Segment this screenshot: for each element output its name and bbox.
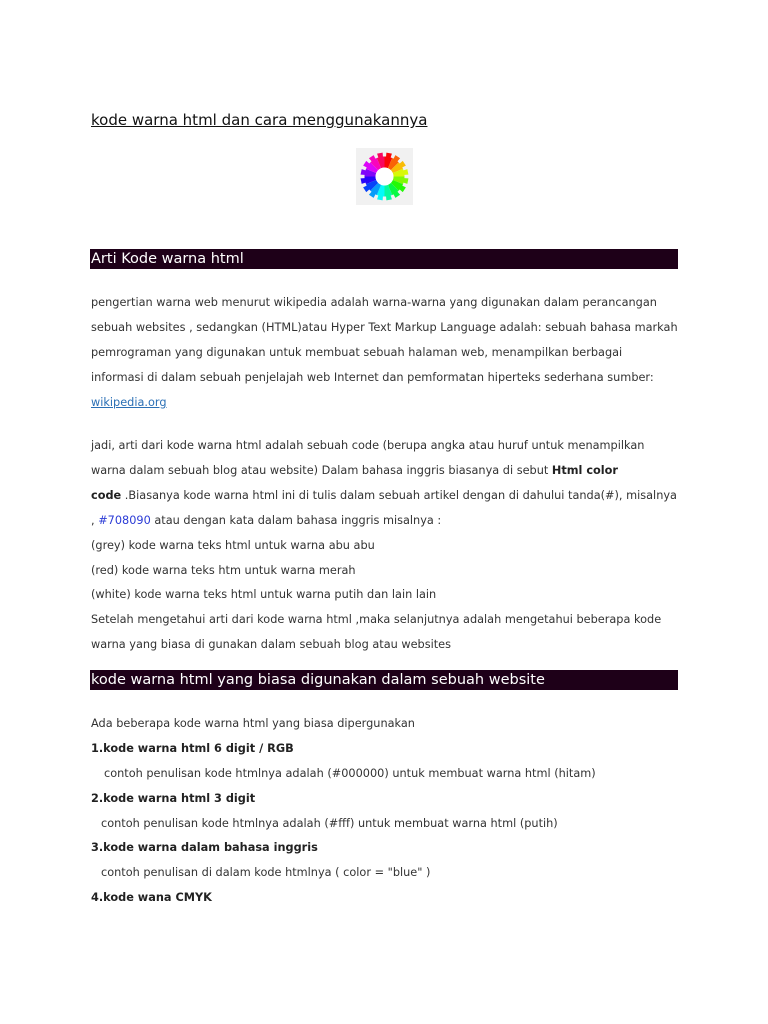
list-item-detail: contoh penulisan di dalam kode htmlnya ( color = "blue" ) <box>101 866 431 879</box>
paragraph-line: pengertian warna web menurut wikipedia adalah warna-warna yang digunakan dalam perancangan <box>91 296 657 309</box>
list-item-detail: contoh penulisan kode htmlnya adalah (#fff) untuk membuat warna html (putih) <box>101 817 558 830</box>
color-code-example: #708090 <box>98 514 151 527</box>
text-span: , <box>91 514 99 527</box>
text-span: warna dalam sebuah blog atau website) Dalam bahasa inggris biasanya di sebut <box>91 464 552 477</box>
item-title: 3.kode warna dalam bahasa inggris <box>91 841 318 854</box>
item-title: 1.kode warna html 6 digit / RGB <box>91 742 294 755</box>
paragraph-line: pemrograman yang digunakan untuk membuat sebuah halaman web, menampilkan berbagai <box>91 346 623 359</box>
list-item-title <box>91 742 294 756</box>
item-title: 2.kode warna html 3 digit <box>91 792 256 805</box>
paragraph-line: informasi di dalam sebuah penjelajah web Internet dan pemformatan hiperteks sederhana sumber: <box>91 371 654 384</box>
page-title: kode warna html dan cara menggunakannya <box>91 111 428 129</box>
item-title: 4.kode wana CMYK <box>91 891 212 904</box>
intro-line: Ada beberapa kode warna html yang biasa dipergunakan <box>91 717 415 730</box>
section-heading-arti: Arti Kode warna html <box>90 249 678 269</box>
paragraph-line <box>91 464 618 478</box>
list-item-title <box>91 841 318 855</box>
paragraph-line <box>91 489 677 503</box>
color-wheel-center <box>376 168 394 186</box>
section-heading-kode: kode warna html yang biasa digunakan dalam sebuah website <box>90 670 678 690</box>
text-span: atau dengan kata dalam bahasa inggris misalnya : <box>150 514 442 527</box>
text-span: .Biasanya kode warna html ini di tulis dalam sebuah artikel dengan di dahului tanda(#), misalnya <box>121 489 677 502</box>
paragraph-line: sebuah websites , sedangkan (HTML)atau Hyper Text Markup Language adalah: sebuah bahasa markah <box>91 321 678 334</box>
paragraph-line <box>91 514 441 528</box>
bold-term: code <box>91 489 122 502</box>
paragraph-line: jadi, arti dari kode warna html adalah sebuah code (berupa angka atau huruf untuk menampilkan <box>91 439 645 452</box>
paragraph-line: warna yang biasa di gunakan dalam sebuah blog atau websites <box>91 638 452 651</box>
example-line: (grey) kode warna teks html untuk warna abu abu <box>91 539 375 552</box>
source-line <box>91 396 167 410</box>
wikipedia-link[interactable]: wikipedia.org <box>91 396 167 409</box>
list-item-title <box>91 891 212 905</box>
bold-term: Html color <box>551 464 618 477</box>
color-wheel-icon <box>356 148 413 205</box>
list-item-title <box>91 792 255 806</box>
paragraph-line: Setelah mengetahui arti dari kode warna html ,maka selanjutnya adalah mengetahui beberapa kode <box>91 613 662 626</box>
example-line: (white) kode warna teks html untuk warna putih dan lain lain <box>91 588 437 601</box>
list-item-detail: contoh penulisan kode htmlnya adalah (#000000) untuk membuat warna html (hitam) <box>104 767 596 780</box>
example-line: (red) kode warna teks htm untuk warna merah <box>91 564 356 577</box>
